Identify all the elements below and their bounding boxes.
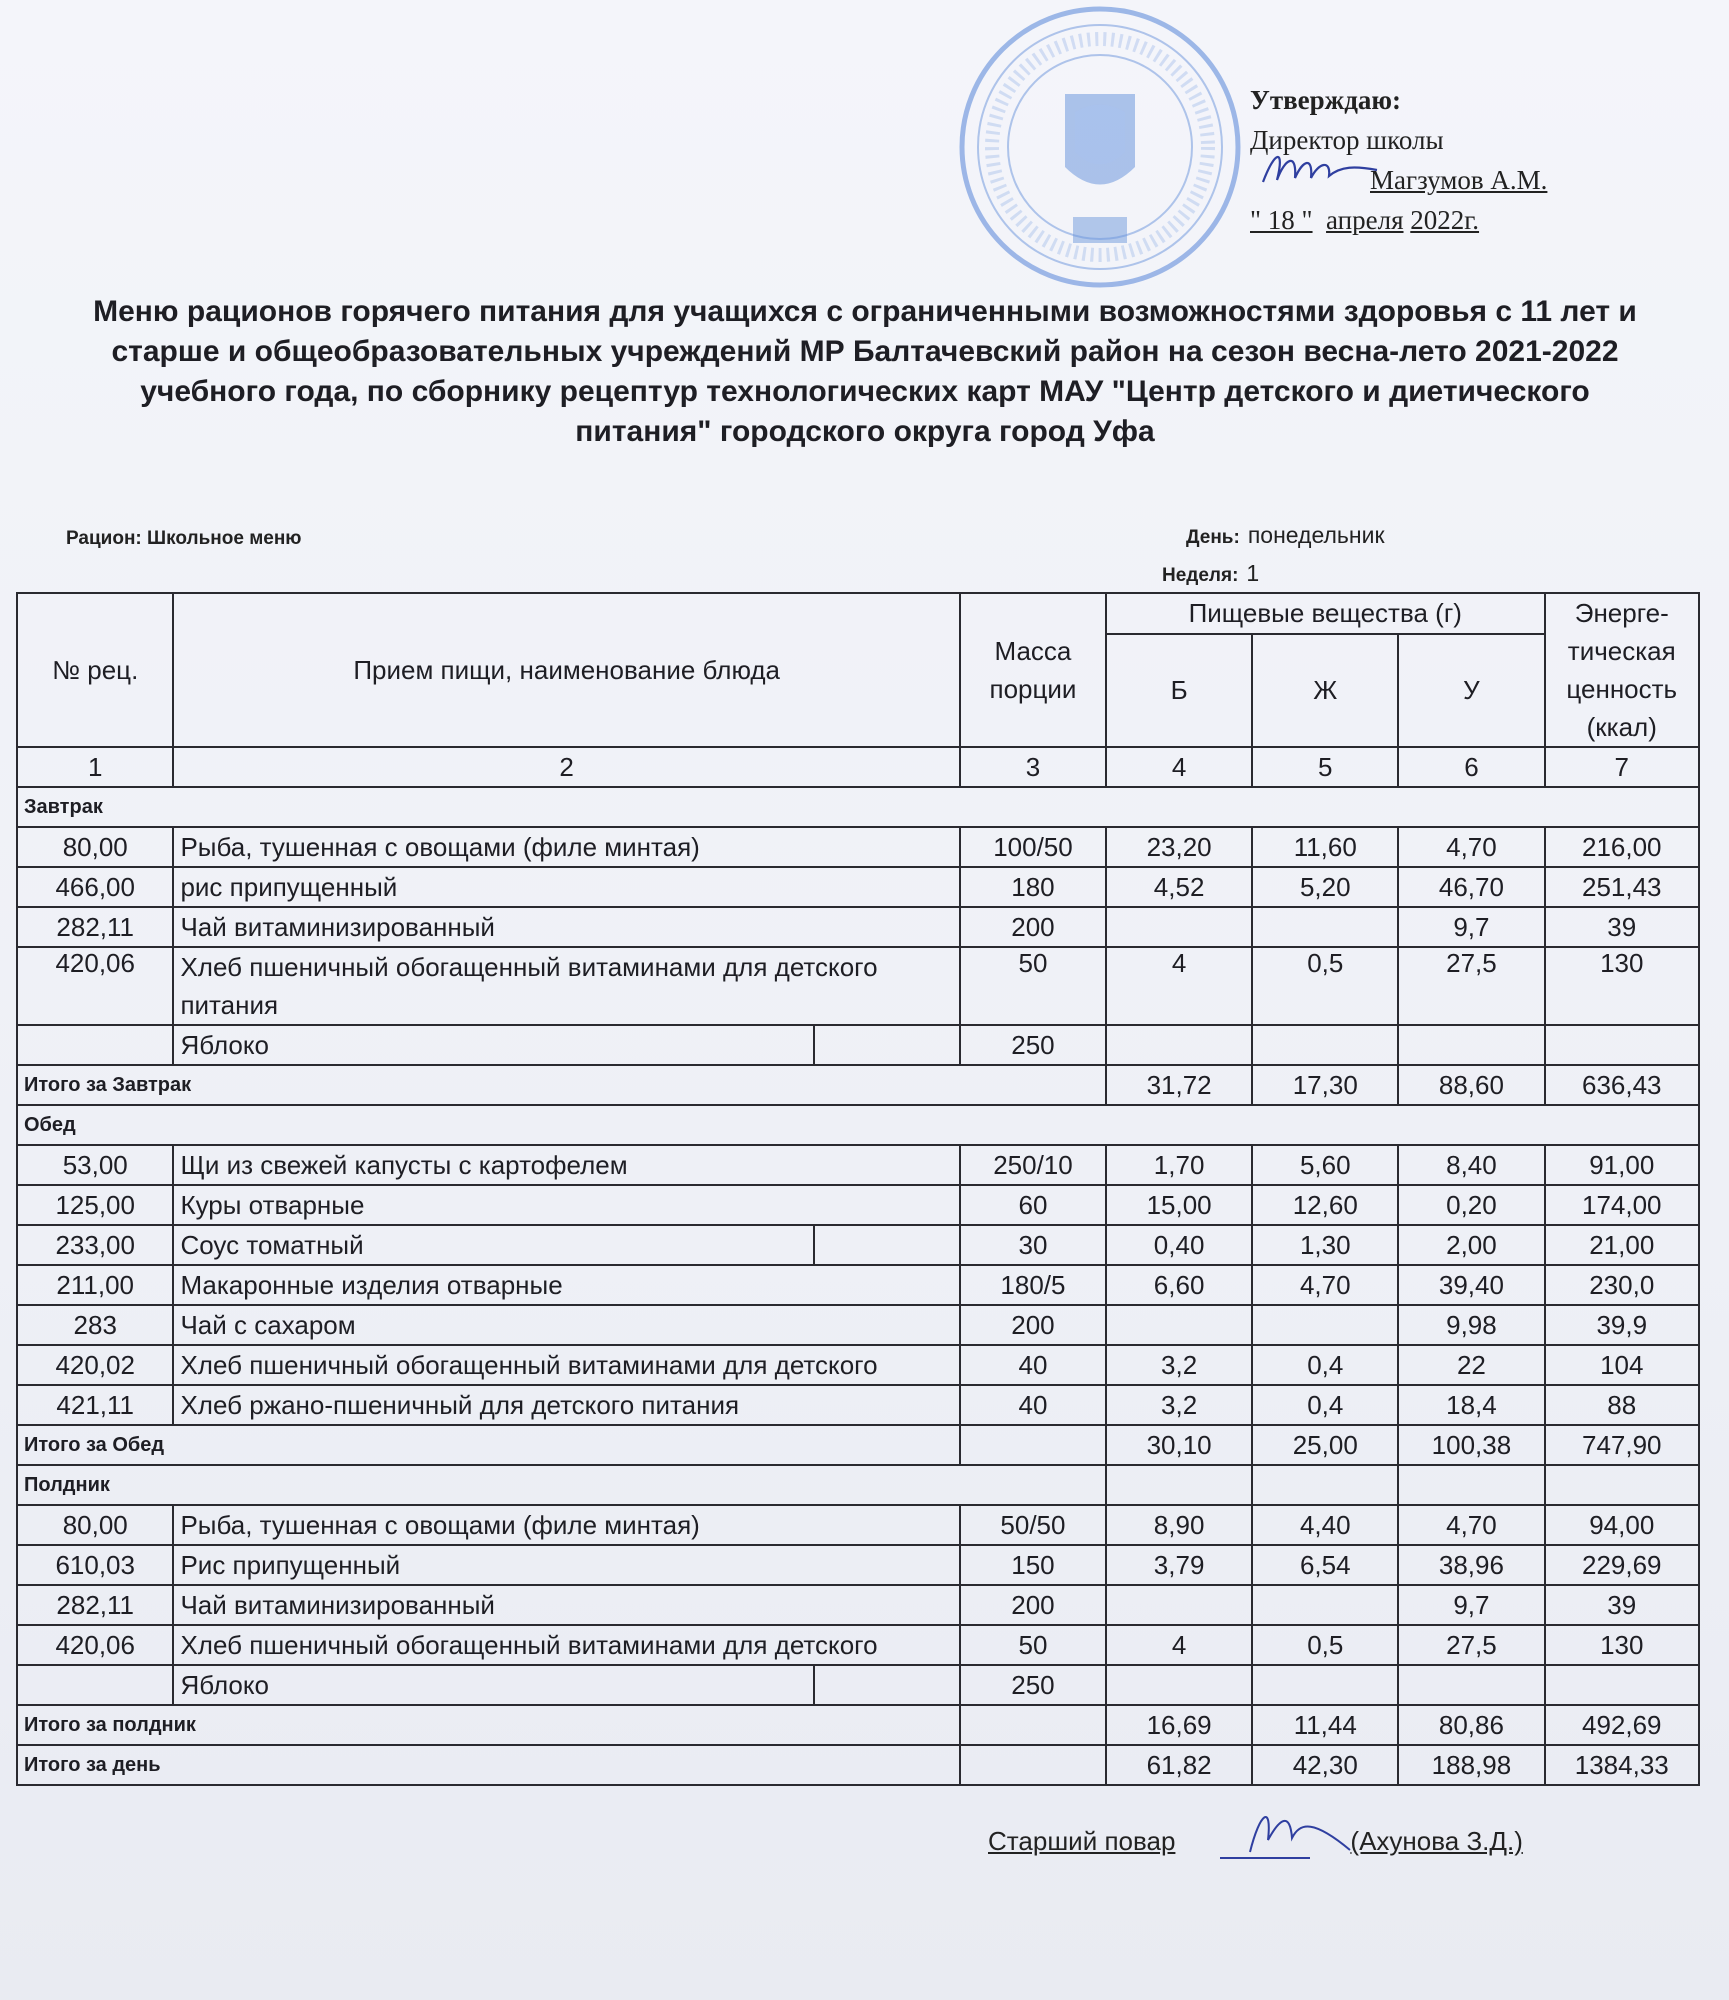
cell-mass: 250 [960, 1025, 1106, 1065]
cell-name: Хлеб пшеничный обогащенный витаминами для детского [173, 1345, 959, 1385]
cell-empty [960, 1745, 1106, 1785]
header-nutrients: Пищевые вещества (г) [1106, 593, 1544, 634]
section-label: Обед [17, 1105, 1699, 1145]
table-row [17, 1585, 1699, 1625]
header-b: Б [1106, 634, 1252, 747]
total-row-breakfast [17, 1065, 1699, 1105]
cell-zh [1252, 1305, 1398, 1345]
cell-name: Макаронные изделия отварные [173, 1265, 959, 1305]
cell-u: 9,98 [1398, 1305, 1544, 1345]
cell-empty [1398, 1465, 1544, 1505]
approval-heading: Утверждаю: [1250, 85, 1402, 115]
table-row [17, 867, 1699, 907]
colnum: 6 [1398, 747, 1544, 787]
table-row [17, 1545, 1699, 1585]
cell-name: Яблоко [173, 1025, 813, 1065]
cell-kcal: 39 [1545, 907, 1699, 947]
cell-kcal: 94,00 [1545, 1505, 1699, 1545]
table-row [17, 1505, 1699, 1545]
cell-zh: 6,54 [1252, 1545, 1398, 1585]
approval-date [1250, 200, 1547, 240]
cell-mass: 50/50 [960, 1505, 1106, 1545]
cell-b: 3,2 [1106, 1385, 1252, 1425]
cell-empty [1545, 1025, 1699, 1065]
approval-year: 2022г. [1410, 205, 1480, 235]
cell-empty [960, 1705, 1106, 1745]
cell-u: 4,70 [1398, 827, 1544, 867]
table-row [17, 1305, 1699, 1345]
cell-u: 0,20 [1398, 1185, 1544, 1225]
day-info [1186, 522, 1385, 549]
approval-position: Директор школы [1250, 125, 1444, 155]
total-u: 88,60 [1398, 1065, 1544, 1105]
table-row [17, 947, 1699, 1025]
cell-rec: 421,11 [17, 1385, 173, 1425]
ration-info [66, 528, 302, 550]
cell-empty [1398, 1025, 1544, 1065]
header-mass: Масса порции [960, 593, 1106, 747]
cell-name: Хлеб пшеничный обогащенный витаминами для детского питания [173, 947, 959, 1025]
cell-zh: 4,40 [1252, 1505, 1398, 1545]
cell-b: 1,70 [1106, 1145, 1252, 1185]
cell-rec: 80,00 [17, 1505, 173, 1545]
cell-rec: 80,00 [17, 827, 173, 867]
cell-b: 8,90 [1106, 1505, 1252, 1545]
colnum: 1 [17, 747, 173, 787]
cell-kcal: 130 [1545, 947, 1699, 1025]
cell-empty [814, 1025, 960, 1065]
cell-rec: 53,00 [17, 1145, 173, 1185]
cell-zh: 4,70 [1252, 1265, 1398, 1305]
cell-empty [1106, 1665, 1252, 1705]
cell-empty [17, 1025, 173, 1065]
total-b: 61,82 [1106, 1745, 1252, 1785]
cell-kcal: 91,00 [1545, 1145, 1699, 1185]
colnum: 3 [960, 747, 1106, 787]
header-zh: Ж [1252, 634, 1398, 747]
cell-kcal: 104 [1545, 1345, 1699, 1385]
cell-mass: 50 [960, 1625, 1106, 1665]
week-label: Неделя: [1162, 565, 1239, 586]
director-signature-icon [1255, 140, 1385, 200]
cell-b [1106, 1585, 1252, 1625]
cell-name: Яблоко [173, 1665, 813, 1705]
table-row [17, 1265, 1699, 1305]
cell-zh: 12,60 [1252, 1185, 1398, 1225]
cell-zh: 0,4 [1252, 1345, 1398, 1385]
cell-kcal: 174,00 [1545, 1185, 1699, 1225]
total-label: Итого за Завтрак [17, 1065, 1106, 1105]
column-numbers-row [17, 747, 1699, 787]
cell-mass: 150 [960, 1545, 1106, 1585]
cell-mass: 30 [960, 1225, 1106, 1265]
section-row-snack [17, 1465, 1699, 1505]
cell-rec: 466,00 [17, 867, 173, 907]
cell-rec: 420,06 [17, 1625, 173, 1665]
cell-mass: 250/10 [960, 1145, 1106, 1185]
table-row [17, 1385, 1699, 1425]
cell-kcal: 39 [1545, 1585, 1699, 1625]
cell-b: 4,52 [1106, 867, 1252, 907]
cell-mass: 100/50 [960, 827, 1106, 867]
week-value: 1 [1246, 560, 1260, 586]
cell-kcal: 21,00 [1545, 1225, 1699, 1265]
cell-zh: 11,60 [1252, 827, 1398, 867]
section-row-breakfast [17, 787, 1699, 827]
cell-kcal: 229,69 [1545, 1545, 1699, 1585]
total-zh: 42,30 [1252, 1745, 1398, 1785]
table-row [17, 1225, 1699, 1265]
cell-zh: 0,5 [1252, 1625, 1398, 1665]
cell-empty [960, 1425, 1106, 1465]
cell-mass: 250 [960, 1665, 1106, 1705]
header-rec: № рец. [17, 593, 173, 747]
cell-name: Щи из свежей капусты с картофелем [173, 1145, 959, 1185]
cell-u: 22 [1398, 1345, 1544, 1385]
cell-rec: 125,00 [17, 1185, 173, 1225]
cell-zh [1252, 907, 1398, 947]
total-u: 188,98 [1398, 1745, 1544, 1785]
day-label: День: [1186, 527, 1240, 548]
cell-u: 9,7 [1398, 1585, 1544, 1625]
cell-empty [1398, 1665, 1544, 1705]
table-row [17, 1625, 1699, 1665]
cook-signature-icon [1210, 1792, 1360, 1872]
approval-director: Магзумов А.М. [1370, 165, 1548, 195]
section-label: Завтрак [17, 787, 1699, 827]
cell-rec: 233,00 [17, 1225, 173, 1265]
cell-b: 6,60 [1106, 1265, 1252, 1305]
menu-table [16, 592, 1700, 1786]
cell-u: 46,70 [1398, 867, 1544, 907]
cell-rec: 283 [17, 1305, 173, 1345]
cell-zh: 1,30 [1252, 1225, 1398, 1265]
cell-empty [1106, 1465, 1252, 1505]
table-row [17, 1145, 1699, 1185]
cell-mass: 200 [960, 907, 1106, 947]
colnum: 7 [1545, 747, 1699, 787]
ration-value: Школьное меню [147, 528, 302, 549]
header-energy: Энерге-тическая ценность (ккал) [1545, 593, 1699, 747]
cell-b: 4 [1106, 1625, 1252, 1665]
cell-name: Куры отварные [173, 1185, 959, 1225]
cell-kcal: 251,43 [1545, 867, 1699, 907]
cell-u: 39,40 [1398, 1265, 1544, 1305]
cell-mass: 60 [960, 1185, 1106, 1225]
cell-u: 4,70 [1398, 1505, 1544, 1545]
cell-b: 0,40 [1106, 1225, 1252, 1265]
cell-name: Рис припущенный [173, 1545, 959, 1585]
cell-empty [1106, 1025, 1252, 1065]
total-b: 30,10 [1106, 1425, 1252, 1465]
cell-empty [814, 1225, 960, 1265]
cell-u: 38,96 [1398, 1545, 1544, 1585]
cell-kcal: 39,9 [1545, 1305, 1699, 1345]
cell-rec: 211,00 [17, 1265, 173, 1305]
page-title: Меню рационов горячего питания для учащихся с ограниченными возможностями здоровья с 11 лет и старше и общеобразовательных учреждений МР Балтачевский район на сезон весна-лето 2021-2022 учебного года, по сборнику рецептур технологических карт МАУ "Центр детского и диетического питания" городского округа город Уфа [93, 295, 1637, 448]
cell-u: 27,5 [1398, 947, 1544, 1025]
total-b: 16,69 [1106, 1705, 1252, 1745]
cell-name: Чай витаминизированный [173, 907, 959, 947]
cell-name: Хлеб ржано-пшеничный для детского питания [173, 1385, 959, 1425]
total-u: 80,86 [1398, 1705, 1544, 1745]
cell-b: 15,00 [1106, 1185, 1252, 1225]
cell-empty [1252, 1465, 1398, 1505]
cell-empty [1252, 1665, 1398, 1705]
colnum: 4 [1106, 747, 1252, 787]
approval-day: " 18 " [1250, 205, 1313, 235]
cell-u: 2,00 [1398, 1225, 1544, 1265]
week-info [1162, 560, 1259, 587]
total-row-lunch [17, 1425, 1699, 1465]
cell-empty [1252, 1025, 1398, 1065]
table-row [17, 907, 1699, 947]
header-meal: Прием пищи, наименование блюда [173, 593, 959, 747]
total-label: Итого за Обед [17, 1425, 960, 1465]
cell-name: Рыба, тушенная с овощами (филе минтая) [173, 1505, 959, 1545]
cell-mass: 200 [960, 1305, 1106, 1345]
cell-zh: 5,20 [1252, 867, 1398, 907]
cell-name: Хлеб пшеничный обогащенный витаминами для детского [173, 1625, 959, 1665]
colnum: 5 [1252, 747, 1398, 787]
table-row [17, 1665, 1699, 1705]
cell-mass: 40 [960, 1345, 1106, 1385]
colnum: 2 [173, 747, 959, 787]
cook-name: (Ахунова З.Д.) [1350, 1826, 1523, 1856]
cell-b: 3,79 [1106, 1545, 1252, 1585]
cell-empty [814, 1665, 960, 1705]
cell-zh: 5,60 [1252, 1145, 1398, 1185]
ration-label: Рацион: [66, 528, 142, 549]
total-zh: 25,00 [1252, 1425, 1398, 1465]
total-zh: 17,30 [1252, 1065, 1398, 1105]
table-row [17, 1345, 1699, 1385]
cell-mass: 180/5 [960, 1265, 1106, 1305]
cell-kcal: 230,0 [1545, 1265, 1699, 1305]
cell-rec: 282,11 [17, 907, 173, 947]
table-row [17, 1025, 1699, 1065]
cell-rec: 610,03 [17, 1545, 173, 1585]
cell-empty [17, 1665, 173, 1705]
cell-zh: 0,4 [1252, 1385, 1398, 1425]
header-u: У [1398, 634, 1544, 747]
cell-b [1106, 907, 1252, 947]
total-kcal: 492,69 [1545, 1705, 1699, 1745]
section-label: Полдник [17, 1465, 1106, 1505]
total-zh: 11,44 [1252, 1705, 1398, 1745]
cell-kcal: 130 [1545, 1625, 1699, 1665]
total-u: 100,38 [1398, 1425, 1544, 1465]
cell-b [1106, 1305, 1252, 1345]
day-value: понедельник [1247, 522, 1385, 548]
cell-mass: 40 [960, 1385, 1106, 1425]
cell-zh [1252, 1585, 1398, 1625]
cell-u: 9,7 [1398, 907, 1544, 947]
cell-rec: 282,11 [17, 1585, 173, 1625]
cell-name: Рыба, тушенная с овощами (филе минтая) [173, 827, 959, 867]
approval-month: апреля [1326, 205, 1404, 235]
cell-rec: 420,02 [17, 1345, 173, 1385]
total-kcal: 1384,33 [1545, 1745, 1699, 1785]
cell-b: 4 [1106, 947, 1252, 1025]
cell-zh: 0,5 [1252, 947, 1398, 1025]
cell-u: 8,40 [1398, 1145, 1544, 1185]
cell-empty [1545, 1665, 1699, 1705]
cell-b: 23,20 [1106, 827, 1252, 867]
total-label: Итого за полдник [17, 1705, 960, 1745]
cell-name: рис припущенный [173, 867, 959, 907]
cell-kcal: 216,00 [1545, 827, 1699, 867]
cell-b: 3,2 [1106, 1345, 1252, 1385]
cell-empty [1545, 1465, 1699, 1505]
cook-role: Старший повар [988, 1826, 1176, 1856]
section-row-lunch [17, 1105, 1699, 1145]
cell-rec: 420,06 [17, 947, 173, 1025]
cell-u: 27,5 [1398, 1625, 1544, 1665]
total-label: Итого за день [17, 1745, 960, 1785]
official-stamp-icon [955, 2, 1245, 292]
table-row [17, 827, 1699, 867]
cell-mass: 200 [960, 1585, 1106, 1625]
cell-name: Чай витаминизированный [173, 1585, 959, 1625]
cell-kcal: 88 [1545, 1385, 1699, 1425]
cell-u: 18,4 [1398, 1385, 1544, 1425]
total-row-snack [17, 1705, 1699, 1745]
cell-name: Соус томатный [173, 1225, 813, 1265]
table-row [17, 1185, 1699, 1225]
cell-mass: 180 [960, 867, 1106, 907]
cell-name: Чай с сахаром [173, 1305, 959, 1345]
total-row-day [17, 1745, 1699, 1785]
total-kcal: 636,43 [1545, 1065, 1699, 1105]
total-kcal: 747,90 [1545, 1425, 1699, 1465]
cell-mass: 50 [960, 947, 1106, 1025]
total-b: 31,72 [1106, 1065, 1252, 1105]
